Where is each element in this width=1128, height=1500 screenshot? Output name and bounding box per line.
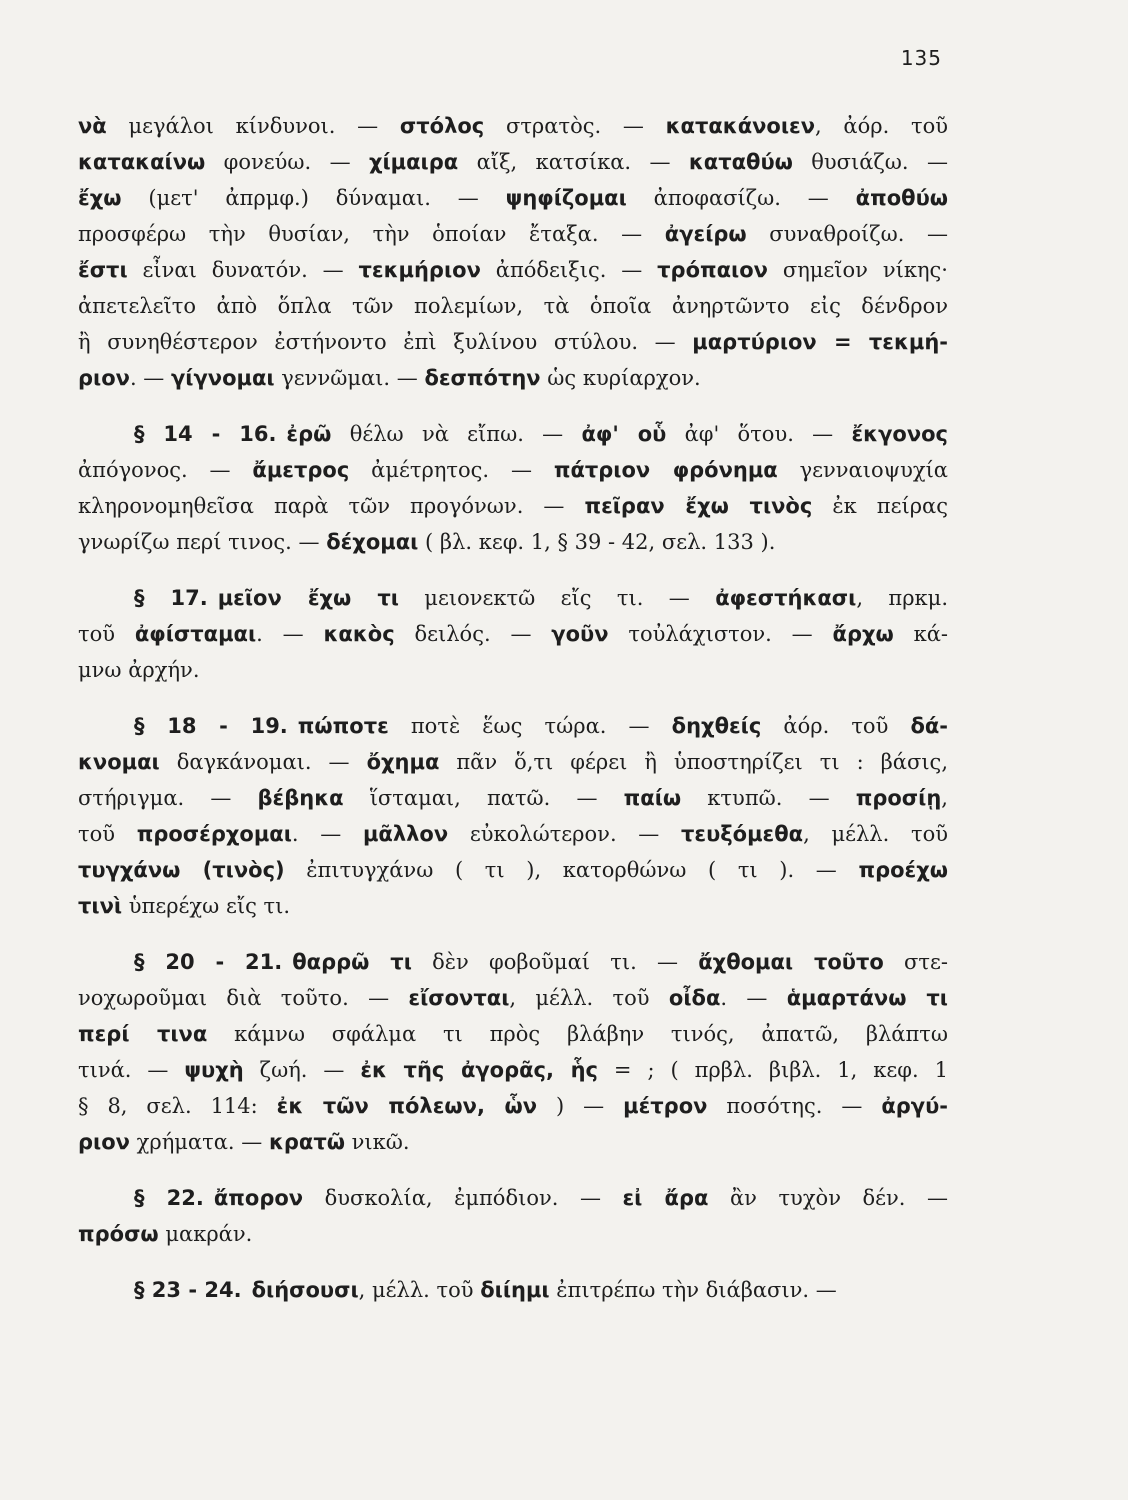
text-line	[78, 1088, 948, 1124]
text-line	[78, 180, 948, 216]
headword: βέβηκα	[257, 786, 344, 810]
paragraph-sec-18-19	[78, 708, 948, 924]
paragraph-intro	[78, 108, 948, 396]
paragraph-sec-22	[78, 1180, 948, 1252]
headword: ψηφίζομαι	[505, 186, 627, 210]
section-label: § 17.	[134, 586, 208, 610]
definition-text: , ἀόρ. τοῦ	[815, 114, 949, 138]
definition-text: . —	[129, 366, 171, 390]
headword: κατακαίνω	[78, 150, 206, 174]
section-label: § 22.	[134, 1186, 204, 1210]
headword: δεσπότην	[424, 366, 541, 390]
text-line	[78, 216, 948, 252]
headword: προσέρχομαι	[136, 822, 292, 846]
headword: παίω	[623, 786, 682, 810]
headword: κνομαι	[78, 750, 160, 774]
headword: κακὸς	[323, 622, 395, 646]
headword: ἐκ τῆς ἀγορᾶς, ἧς	[360, 1058, 598, 1082]
headword: νὰ	[78, 114, 107, 138]
text-line	[78, 360, 948, 396]
text-line	[78, 252, 948, 288]
page-text	[78, 108, 948, 1308]
text-line	[78, 1124, 948, 1160]
definition-text: ( βλ. κεφ. 1, § 39 - 42, σελ. 133 ).	[418, 530, 776, 554]
section-label: § 23 - 24.	[134, 1278, 242, 1302]
headword: προσίῃ	[855, 786, 942, 810]
headword: διήσουσι	[251, 1278, 359, 1302]
headword: ἔκγονος	[851, 422, 949, 446]
definition-text: θέλω νὰ εἴπω. —	[331, 422, 582, 446]
definition-text: . —	[720, 986, 787, 1010]
headword: δέχομαι	[326, 530, 419, 554]
headword: ἀγείρω	[664, 222, 747, 246]
headword: προέχω	[858, 858, 949, 882]
headword: πεῖραν ἔχω τινὸς	[584, 494, 813, 518]
definition-text: ἐκ πείρας	[812, 494, 948, 518]
headword: ἀφ' οὗ	[581, 422, 667, 446]
text-line	[78, 816, 948, 852]
definition-text: μνω ἀρχήν.	[78, 658, 200, 682]
definition-text: στρατὸς. —	[484, 114, 666, 138]
definition-text: ποτὲ ἕως τώρα. —	[388, 714, 672, 738]
headword: θαρρῶ τι	[292, 950, 412, 974]
definition-text: (μετ' ἀπρμφ.) δύναμαι. —	[121, 186, 506, 210]
definition-text: , μέλλ. τοῦ	[803, 822, 949, 846]
text-line	[78, 888, 948, 924]
headword: ἀργύ-	[881, 1094, 948, 1118]
headword: τυγχάνω (τινὸς)	[78, 858, 285, 882]
definition-text: γνωρίζω περί τινος. —	[78, 530, 327, 554]
definition-text: δειλός. —	[394, 622, 552, 646]
text-line	[78, 980, 948, 1016]
headword: δηχθείς	[671, 714, 762, 738]
text-line	[78, 1016, 948, 1052]
text-line	[134, 944, 948, 980]
definition-text: προσφέρω τὴν θυσίαν, τὴν ὁποίαν ἔταξα. —	[78, 222, 665, 246]
headword: μαρτύριον = τεκμή-	[692, 330, 949, 354]
definition-text: , πρκμ.	[856, 586, 949, 610]
definition-text: ἐπιτρέπω τὴν διάβασιν. —	[549, 1278, 837, 1302]
headword: μᾶλλον	[362, 822, 449, 846]
text-line	[78, 108, 948, 144]
headword: μεῖον ἔχω τι	[217, 586, 399, 610]
definition-text: μακράν.	[158, 1222, 253, 1246]
definition-text: γενναιοψυχία	[777, 458, 948, 482]
headword: διίημι	[480, 1278, 550, 1302]
headword: οἶδα	[668, 986, 721, 1010]
definition-text: , μέλλ. τοῦ	[509, 986, 669, 1010]
definition-text: κτυπῶ. —	[681, 786, 856, 810]
definition-text: ἀμέτρητος. —	[349, 458, 554, 482]
definition-text: συναθροίζω. —	[746, 222, 948, 246]
headword: πρόσω	[78, 1222, 159, 1246]
headword: ἀποθύω	[855, 186, 948, 210]
definition-text: ζωή. —	[243, 1058, 361, 1082]
definition-text: ἐπιτυγχάνω ( τι ), κατορθώνω ( τι ). —	[284, 858, 859, 882]
text-line	[78, 288, 948, 324]
headword: ἀφίσταμαι	[134, 622, 257, 646]
definition-text: τοῦ	[78, 822, 137, 846]
headword: μέτρον	[623, 1094, 708, 1118]
headword: ψυχὴ	[184, 1058, 244, 1082]
definition-text: ἵσταμαι, πατῶ. —	[343, 786, 624, 810]
page-number: 135	[900, 46, 942, 70]
headword: πώποτε	[297, 714, 389, 738]
text-line	[78, 1216, 948, 1252]
definition-text: χρήματα. —	[129, 1130, 269, 1154]
headword: ριον	[78, 366, 130, 390]
headword: τευξόμεθα	[681, 822, 804, 846]
headword: εἰ ἄρα	[622, 1186, 709, 1210]
text-line	[78, 852, 948, 888]
text-line	[134, 416, 948, 452]
definition-text: . —	[291, 822, 363, 846]
definition-text: κά-	[893, 622, 949, 646]
definition-text: ἀφ' ὅτου. —	[666, 422, 852, 446]
text-line	[78, 144, 948, 180]
text-line	[78, 652, 948, 688]
definition-text: ἀόρ. τοῦ	[761, 714, 911, 738]
definition-text: δὲν φοβοῦμαί τι. —	[411, 950, 699, 974]
headword: χίμαιρα	[368, 150, 459, 174]
headword: ριον	[78, 1130, 130, 1154]
definition-text: ἀπόγονος. —	[78, 458, 253, 482]
headword: ἄχθομαι τοῦτο	[698, 950, 884, 974]
headword: ἁμαρτάνω τι	[786, 986, 948, 1010]
definition-text: εἶναι δυνατόν. —	[127, 258, 359, 282]
text-line	[134, 708, 948, 744]
definition-text: νικῶ.	[344, 1130, 410, 1154]
definition-text: § 8, σελ. 114:	[78, 1094, 277, 1118]
definition-text: φονεύω. —	[205, 150, 369, 174]
definition-text: θυσιάζω. —	[792, 150, 948, 174]
text-line	[78, 744, 948, 780]
headword: κρατῶ	[268, 1130, 345, 1154]
definition-text: κάμνω σφάλμα τι πρὸς βλάβην τινός, ἀπατῶ, βλάπτω	[207, 1022, 948, 1046]
text-line	[78, 1052, 948, 1088]
paragraph-sec-14-16	[78, 416, 948, 560]
definition-text: σημεῖον νίκης·	[767, 258, 948, 282]
headword: ἀφεστήκασι	[715, 586, 857, 610]
definition-text: ,	[941, 786, 948, 810]
text-line	[78, 780, 948, 816]
headword: καταθύω	[688, 150, 793, 174]
definition-text: δαγκάνομαι. —	[159, 750, 367, 774]
headword: γοῦν	[551, 622, 609, 646]
definition-text: , μέλλ. τοῦ	[358, 1278, 481, 1302]
definition-text: μεγάλοι κίνδυνοι. —	[106, 114, 400, 138]
definition-text: ὑπερέχω εἴς τι.	[122, 894, 291, 918]
definition-text: αἴξ, κατσίκα. —	[458, 150, 689, 174]
definition-text: τοὐλάχιστον. —	[608, 622, 833, 646]
headword: τινὶ	[78, 894, 123, 918]
section-label: § 20 - 21.	[134, 950, 283, 974]
definition-text: ἀπόδειξις. —	[480, 258, 658, 282]
definition-text: γεννῶμαι. —	[274, 366, 425, 390]
headword: ἄπορον	[213, 1186, 304, 1210]
text-line	[134, 1272, 948, 1308]
definition-text: ἀπετελεῖτο ἀπὸ ὅπλα τῶν πολεμίων, τὰ ὁποῖα ἀνηρτῶντο εἰς δένδρον	[78, 294, 948, 318]
headword: ἄμετρος	[252, 458, 350, 482]
text-line	[134, 580, 948, 616]
definition-text: . —	[256, 622, 324, 646]
headword: περί τινα	[78, 1022, 208, 1046]
section-label: § 18 - 19.	[134, 714, 288, 738]
headword: ἐκ τῶν πόλεων, ὧν	[276, 1094, 538, 1118]
definition-text: τοῦ	[78, 622, 135, 646]
headword: ἔστι	[78, 258, 128, 282]
text-line	[78, 524, 948, 560]
headword: ὄχημα	[366, 750, 440, 774]
text-line	[78, 452, 948, 488]
headword: ἄρχω	[832, 622, 894, 646]
definition-text: ἂν τυχὸν δέν. —	[708, 1186, 948, 1210]
definition-text: τινά. —	[78, 1058, 185, 1082]
definition-text: ποσότης. —	[707, 1094, 882, 1118]
text-line	[134, 1180, 948, 1216]
headword: δά-	[910, 714, 949, 738]
definition-text: νοχωροῦμαι διὰ τοῦτο. —	[78, 986, 409, 1010]
paragraph-sec-20-21	[78, 944, 948, 1160]
definition-text: εὐκολώτερον. —	[448, 822, 681, 846]
headword: ἐρῶ	[286, 422, 332, 446]
definition-text: πᾶν ὅ,τι φέρει ἢ ὑποστηρίζει τι : βάσις,	[439, 750, 948, 774]
headword: τεκμήριον	[358, 258, 481, 282]
headword: ἔχω	[78, 186, 122, 210]
headword: πάτριον φρόνημα	[553, 458, 778, 482]
definition-text: ) —	[537, 1094, 624, 1118]
section-label: § 14 - 16.	[134, 422, 277, 446]
text-line	[78, 324, 948, 360]
paragraph-sec-17	[78, 580, 948, 688]
headword: στόλος	[399, 114, 485, 138]
headword: γίγνομαι	[170, 366, 275, 390]
definition-text: ἢ συνηθέστερον ἐστήνοντο ἐπὶ ξυλίνου στύλου. —	[78, 330, 693, 354]
paragraph-sec-23-24	[78, 1272, 948, 1308]
definition-text: ἀποφασίζω. —	[626, 186, 856, 210]
definition-text: δυσκολία, ἐμπόδιον. —	[303, 1186, 623, 1210]
definition-text: ὡς κυρίαρχον.	[540, 366, 701, 390]
definition-text: = ; ( πρβλ. βιβλ. 1, κεφ. 1	[597, 1058, 948, 1082]
headword: εἴσονται	[408, 986, 510, 1010]
text-line	[78, 616, 948, 652]
text-line	[78, 488, 948, 524]
definition-text: κληρονομηθεῖσα παρὰ τῶν προγόνων. —	[78, 494, 585, 518]
headword: τρόπαιον	[657, 258, 768, 282]
headword: κατακάνοιεν	[665, 114, 816, 138]
definition-text: στε-	[883, 950, 948, 974]
definition-text: στήριγμα. —	[78, 786, 258, 810]
definition-text: μειονεκτῶ εἴς τι. —	[398, 586, 716, 610]
